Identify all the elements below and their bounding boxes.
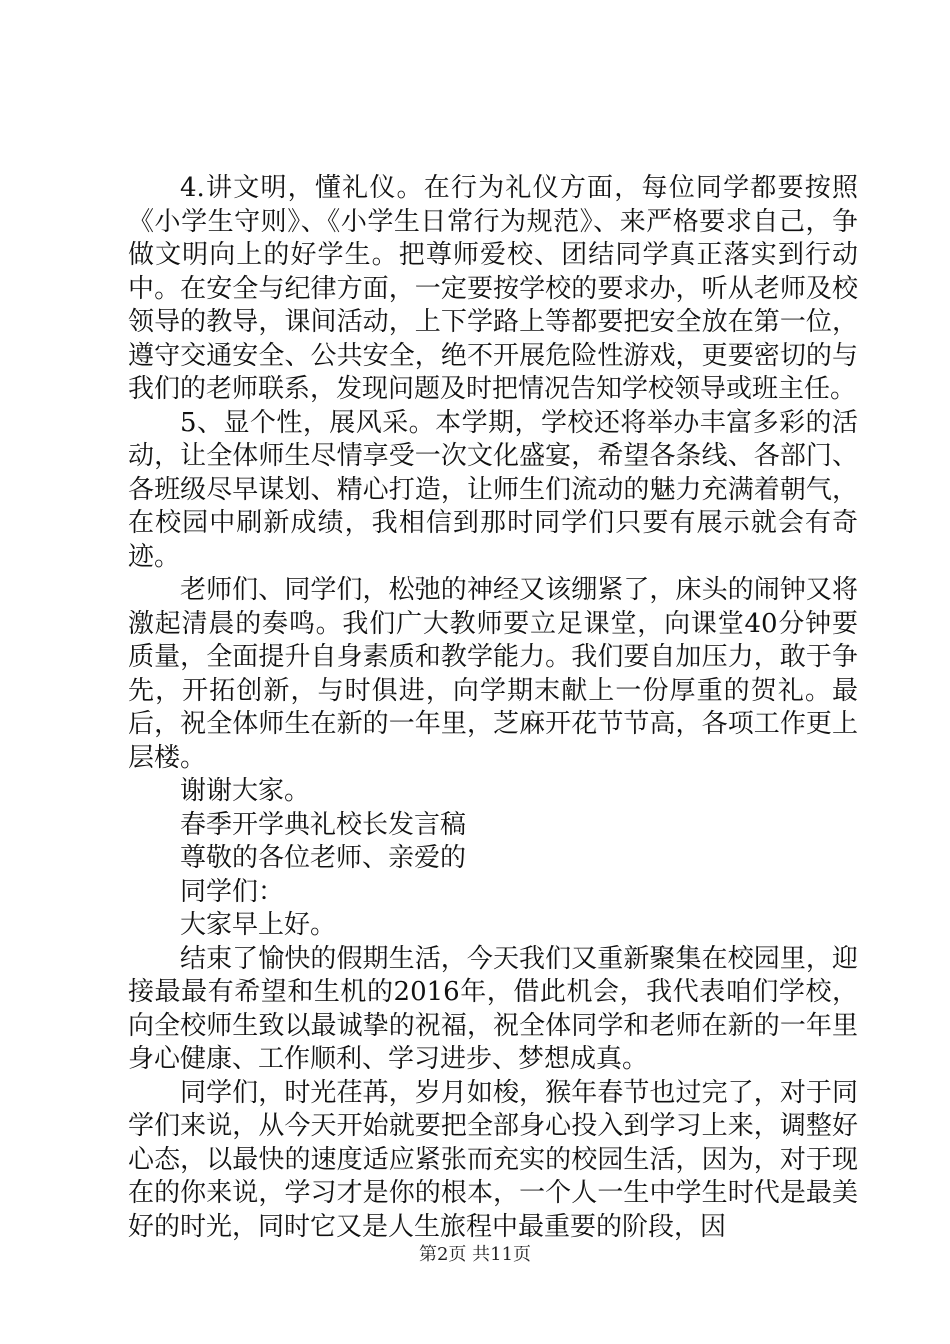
page-footer: 第2页 共11页: [418, 1244, 532, 1265]
paragraph: 同学们，时光荏苒，岁月如梭，猴年春节也过完了，对于同学们来说，从今天开始就要把全部身心投入到学习上来，调整好心态，以最快的速度适应紧张而充实的校园生活，因为，对于现在的你来说，学习才是你的根本，一个人一生中学生时代是最美好的时光，同时它又是人生旅程中最重要的阶段，因: [128, 1077, 858, 1242]
paragraph: 老师们、同学们，松弛的神经又该绷紧了，床头的闹钟又将激起清晨的奏鸣。我们广大教师要立足课堂，向课堂40分钟要质量，全面提升自身素质和教学能力。我们要自加压力，敢于争先，开拓创新，与时俱进，向学期末献上一份厚重的贺礼。最后，祝全体师生在新的一年里，芝麻开花节节高，各项工作更上层楼。: [128, 575, 858, 773]
salutation-line: 同学们：: [180, 876, 285, 907]
salutation-line: 尊敬的各位老师、亲爱的: [180, 843, 467, 873]
document-body: [128, 172, 858, 1244]
greeting-line: 大家早上好。: [180, 910, 337, 940]
paragraph: 4.讲文明，懂礼仪。在行为礼仪方面，每位同学都要按照《小学生守则》、《小学生日常行为规范》、来严格要求自己，争做文明向上的好学生。把尊师爱校、团结同学真正落实到行动中。在安全与纪律方面，一定要按学校的要求办，听从老师及校领导的教导，课间活动，上下学路上等都要把安全放在第一位，遵守交通安全、公共安全，绝不开展危险性游戏，更要密切的与我们的老师联系，发现问题及时把情况告知学校领导或班主任。: [128, 173, 858, 404]
speech-title: 春季开学典礼校长发言稿: [180, 809, 467, 840]
closing-line: 谢谢大家。: [180, 776, 311, 806]
paragraph: 结束了愉快的假期生活，今天我们又重新聚集在校园里，迎接最最有希望和生机的2016年，借此机会，我代表咱们学校，向全校师生致以最诚挚的祝福，祝全体同学和老师在新的一年里身心健康、工作顺利、学习进步、梦想成真。: [128, 943, 858, 1074]
paragraph: 5、显个性，展风采。本学期，学校还将举办丰富多彩的活动，让全体师生尽情享受一次文化盛宴，希望各条线、各部门、各班级尽早谋划、精心打造，让师生们流动的魅力充满着朝气，在校园中刷新成绩，我相信到那时同学们只要有展示就会有奇迹。: [128, 407, 858, 572]
